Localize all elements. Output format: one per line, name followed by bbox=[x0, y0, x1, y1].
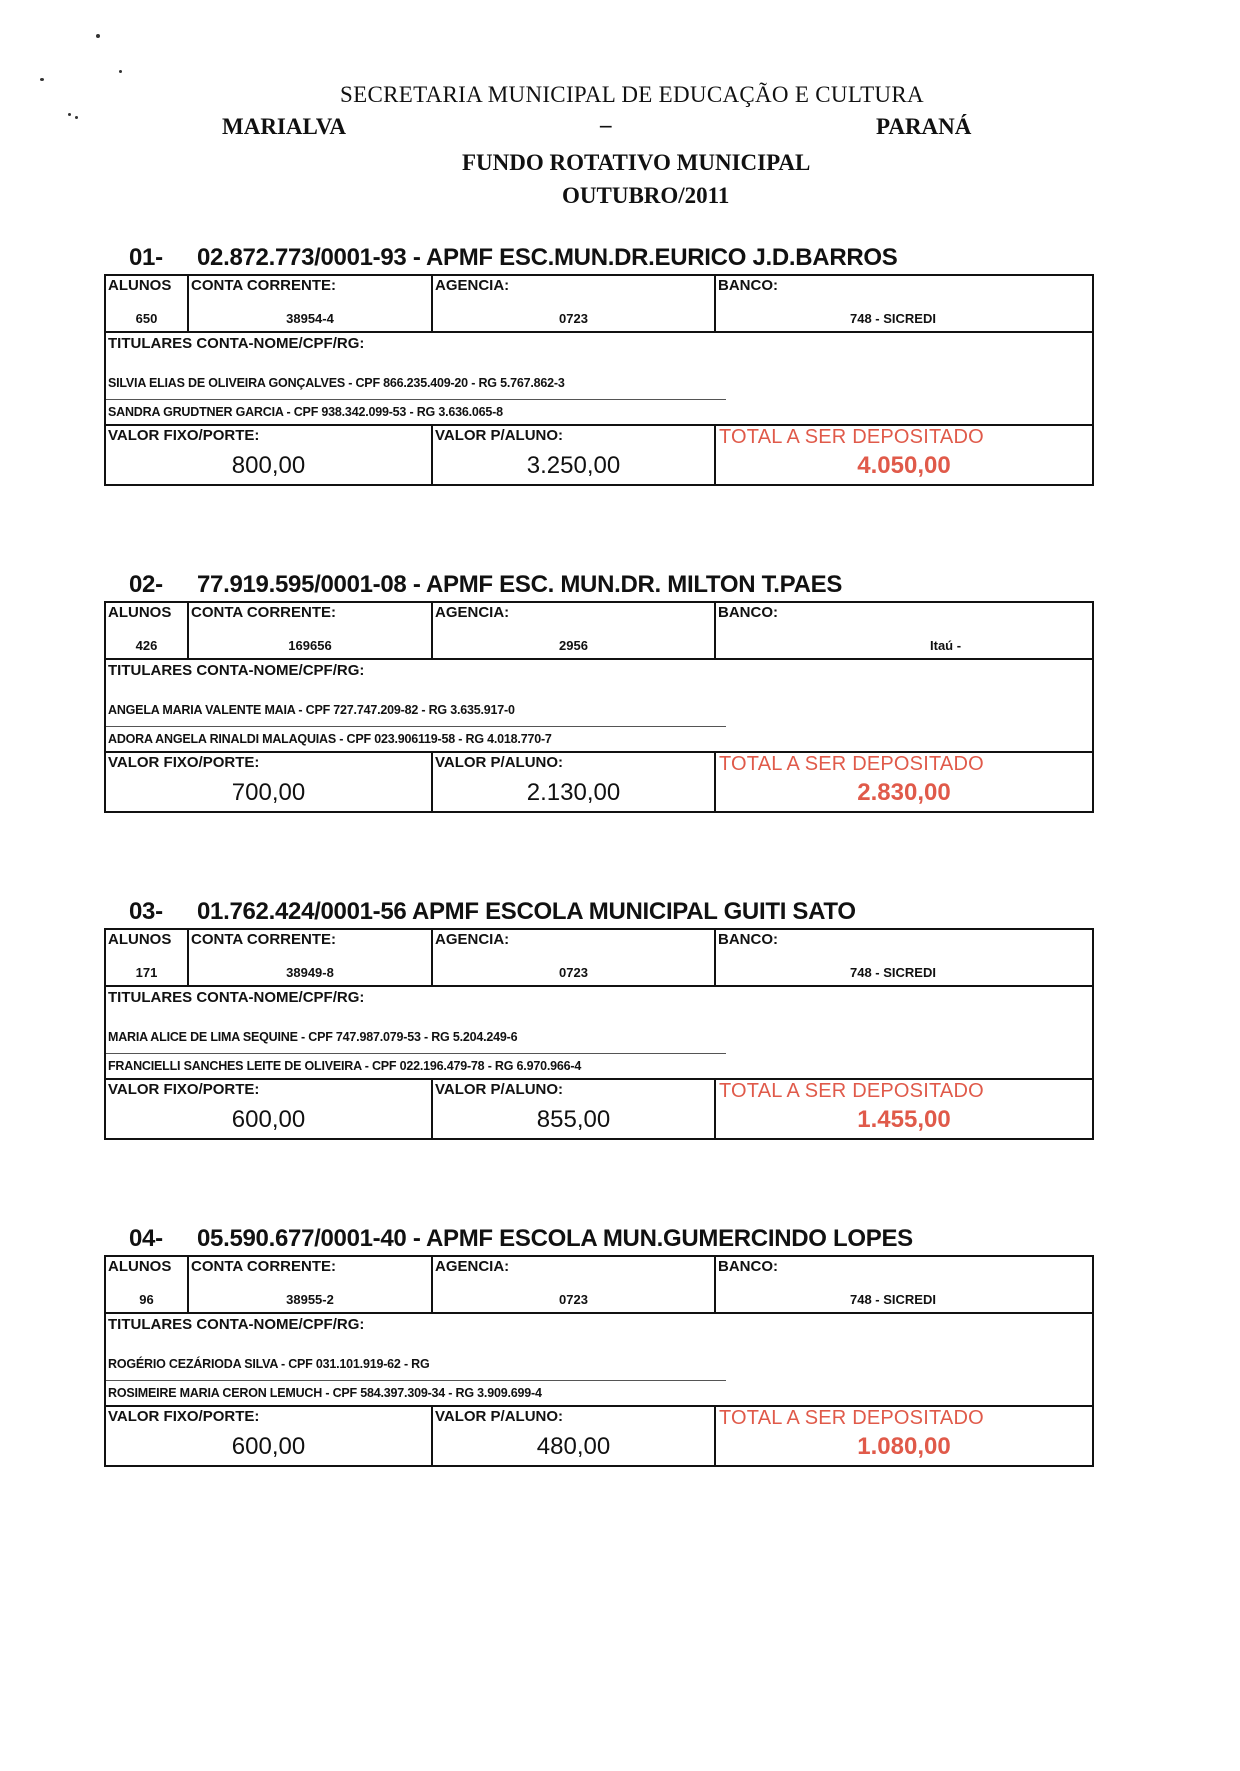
entry-number: 03- bbox=[129, 898, 163, 925]
conta-label: CONTA CORRENTE: bbox=[191, 1258, 336, 1275]
holders-row bbox=[106, 333, 1092, 426]
banco-value: 748 - SICREDI bbox=[850, 1292, 936, 1307]
conta-cell bbox=[189, 930, 433, 985]
fund-title: FUNDO ROTATIVO MUNICIPAL bbox=[462, 150, 811, 175]
holder-1: ANGELA MARIA VALENTE MAIA - CPF 727.747.209-82 - RG 3.635.917-0 bbox=[108, 703, 515, 717]
holder-1: MARIA ALICE DE LIMA SEQUINE - CPF 747.987.079-53 - RG 5.204.249-6 bbox=[108, 1030, 518, 1044]
banco-cell bbox=[716, 603, 1092, 658]
entry-number: 04- bbox=[129, 1225, 163, 1252]
conta-value: 38955-2 bbox=[286, 1292, 334, 1307]
alunos-cell bbox=[106, 930, 189, 985]
holder-2: ADORA ANGELA RINALDI MALAQUIAS - CPF 023.906119-58 - RG 4.018.770-7 bbox=[108, 732, 552, 746]
total-label: TOTAL A SER DEPOSITADO bbox=[719, 753, 984, 775]
alunos-value: 650 bbox=[135, 311, 158, 326]
holder-divider bbox=[106, 1053, 726, 1054]
total-label: TOTAL A SER DEPOSITADO bbox=[719, 1407, 984, 1429]
valor-fixo-label: VALOR FIXO/PORTE: bbox=[108, 427, 260, 444]
scan-speck bbox=[96, 34, 100, 38]
titulares-label: TITULARES CONTA-NOME/CPF/RG: bbox=[108, 989, 365, 1006]
holders-row bbox=[106, 987, 1092, 1080]
entry-title bbox=[129, 244, 897, 272]
banco-cell bbox=[716, 930, 1092, 985]
alunos-label: ALUNOS bbox=[108, 277, 172, 294]
valor-fixo-label: VALOR FIXO/PORTE: bbox=[108, 754, 260, 771]
banco-label: BANCO: bbox=[718, 604, 778, 621]
conta-cell bbox=[189, 603, 433, 658]
total-cell bbox=[716, 1407, 1092, 1465]
total-label: TOTAL A SER DEPOSITADO bbox=[719, 1080, 984, 1102]
holder-2: FRANCIELLI SANCHES LEITE DE OLIVEIRA - CPF 022.196.479-78 - RG 6.970.966-4 bbox=[108, 1059, 582, 1073]
alunos-label: ALUNOS bbox=[108, 931, 172, 948]
valor-fixo-value: 700,00 bbox=[231, 779, 306, 806]
scan-speck bbox=[75, 116, 78, 119]
banco-cell bbox=[716, 276, 1092, 331]
banco-label: BANCO: bbox=[718, 277, 778, 294]
agencia-label: AGENCIA: bbox=[435, 931, 510, 948]
valor-fixo-label: VALOR FIXO/PORTE: bbox=[108, 1408, 260, 1425]
agencia-value: 2956 bbox=[559, 638, 588, 653]
titulares-label: TITULARES CONTA-NOME/CPF/RG: bbox=[108, 1316, 365, 1333]
valor-fixo-cell bbox=[106, 1080, 433, 1138]
valor-aluno-value: 855,00 bbox=[536, 1106, 611, 1133]
agencia-cell bbox=[433, 276, 716, 331]
conta-value: 38954-4 bbox=[286, 311, 334, 326]
titulares-label: TITULARES CONTA-NOME/CPF/RG: bbox=[108, 335, 365, 352]
valor-fixo-cell bbox=[106, 1407, 433, 1465]
values-row bbox=[106, 1407, 1092, 1465]
account-row bbox=[106, 930, 1092, 987]
agencia-cell bbox=[433, 930, 716, 985]
holder-divider bbox=[106, 399, 726, 400]
holder-2: SANDRA GRUDTNER GARCIA - CPF 938.342.099-53 - RG 3.636.065-8 bbox=[108, 405, 503, 419]
holders-row bbox=[106, 1314, 1092, 1407]
banco-value: Itaú - bbox=[930, 638, 962, 653]
valor-fixo-value: 600,00 bbox=[231, 1106, 306, 1133]
valor-aluno-value: 2.130,00 bbox=[526, 779, 621, 806]
values-row bbox=[106, 426, 1092, 484]
total-label: TOTAL A SER DEPOSITADO bbox=[719, 426, 984, 448]
account-row bbox=[106, 603, 1092, 660]
total-value: 2.830,00 bbox=[857, 779, 951, 806]
total-value: 1.455,00 bbox=[857, 1106, 951, 1133]
holder-1: ROGÉRIO CEZÁRIODA SILVA - CPF 031.101.919-62 - RG bbox=[108, 1357, 430, 1371]
month-title: OUTUBRO/2011 bbox=[562, 183, 730, 208]
conta-cell bbox=[189, 276, 433, 331]
entry-table bbox=[104, 1255, 1094, 1467]
conta-label: CONTA CORRENTE: bbox=[191, 604, 336, 621]
banco-value: 748 - SICREDI bbox=[850, 965, 936, 980]
secretaria-title: SECRETARIA MUNICIPAL DE EDUCAÇÃO E CULTURA bbox=[340, 82, 924, 107]
agencia-label: AGENCIA: bbox=[435, 1258, 510, 1275]
account-row bbox=[106, 276, 1092, 333]
scan-speck bbox=[119, 70, 122, 73]
banco-label: BANCO: bbox=[718, 931, 778, 948]
valor-fixo-label: VALOR FIXO/PORTE: bbox=[108, 1081, 260, 1098]
agencia-label: AGENCIA: bbox=[435, 604, 510, 621]
conta-label: CONTA CORRENTE: bbox=[191, 277, 336, 294]
alunos-cell bbox=[106, 276, 189, 331]
valor-aluno-cell bbox=[433, 1407, 716, 1465]
agencia-cell bbox=[433, 1257, 716, 1312]
valor-fixo-cell bbox=[106, 753, 433, 811]
entry-table bbox=[104, 928, 1094, 1140]
alunos-cell bbox=[106, 1257, 189, 1312]
agencia-value: 0723 bbox=[559, 311, 588, 326]
holder-divider bbox=[106, 726, 726, 727]
valor-fixo-cell bbox=[106, 426, 433, 484]
banco-cell bbox=[716, 1257, 1092, 1312]
conta-value: 169656 bbox=[288, 638, 332, 653]
entry-title bbox=[129, 1225, 913, 1253]
total-cell bbox=[716, 426, 1092, 484]
agencia-label: AGENCIA: bbox=[435, 277, 510, 294]
entry-cnpj-name: 02.872.773/0001-93 - APMF ESC.MUN.DR.EURICO J.D.BARROS bbox=[197, 244, 898, 271]
entry-cnpj-name: 01.762.424/0001-56 APMF ESCOLA MUNICIPAL GUITI SATO bbox=[197, 898, 856, 925]
valor-aluno-cell bbox=[433, 1080, 716, 1138]
valor-fixo-value: 800,00 bbox=[231, 452, 306, 479]
valor-aluno-label: VALOR P/ALUNO: bbox=[435, 754, 564, 771]
alunos-value: 171 bbox=[135, 965, 158, 980]
entry-cnpj-name: 05.590.677/0001-40 - APMF ESCOLA MUN.GUMERCINDO LOPES bbox=[197, 1225, 913, 1252]
conta-cell bbox=[189, 1257, 433, 1312]
valor-aluno-label: VALOR P/ALUNO: bbox=[435, 427, 564, 444]
valor-aluno-cell bbox=[433, 426, 716, 484]
header-dash: – bbox=[600, 112, 612, 137]
entry-title bbox=[129, 571, 842, 599]
valor-fixo-value: 600,00 bbox=[231, 1433, 306, 1460]
total-value: 1.080,00 bbox=[857, 1433, 951, 1460]
agencia-cell bbox=[433, 603, 716, 658]
holder-divider bbox=[106, 1380, 726, 1381]
state-name: PARANÁ bbox=[876, 114, 972, 139]
account-row bbox=[106, 1257, 1092, 1314]
banco-value: 748 - SICREDI bbox=[850, 311, 936, 326]
entry-number: 01- bbox=[129, 244, 163, 271]
total-cell bbox=[716, 1080, 1092, 1138]
agencia-value: 0723 bbox=[559, 1292, 588, 1307]
city-name: MARIALVA bbox=[222, 114, 346, 139]
entry-table bbox=[104, 601, 1094, 813]
holder-1: SILVIA ELIAS DE OLIVEIRA GONÇALVES - CPF 866.235.409-20 - RG 5.767.862-3 bbox=[108, 376, 565, 390]
values-row bbox=[106, 1080, 1092, 1138]
entry-title bbox=[129, 898, 856, 926]
banco-label: BANCO: bbox=[718, 1258, 778, 1275]
alunos-value: 426 bbox=[135, 638, 158, 653]
titulares-label: TITULARES CONTA-NOME/CPF/RG: bbox=[108, 662, 365, 679]
entry-table bbox=[104, 274, 1094, 486]
scan-speck bbox=[68, 113, 71, 116]
conta-label: CONTA CORRENTE: bbox=[191, 931, 336, 948]
total-cell bbox=[716, 753, 1092, 811]
holders-row bbox=[106, 660, 1092, 753]
entry-cnpj-name: 77.919.595/0001-08 - APMF ESC. MUN.DR. MILTON T.PAES bbox=[197, 571, 843, 598]
valor-aluno-cell bbox=[433, 753, 716, 811]
conta-value: 38949-8 bbox=[286, 965, 334, 980]
alunos-label: ALUNOS bbox=[108, 1258, 172, 1275]
scan-speck bbox=[40, 78, 44, 81]
valor-aluno-label: VALOR P/ALUNO: bbox=[435, 1408, 564, 1425]
total-value: 4.050,00 bbox=[857, 452, 951, 479]
values-row bbox=[106, 753, 1092, 811]
valor-aluno-value: 480,00 bbox=[536, 1433, 611, 1460]
alunos-cell bbox=[106, 603, 189, 658]
alunos-label: ALUNOS bbox=[108, 604, 172, 621]
agencia-value: 0723 bbox=[559, 965, 588, 980]
valor-aluno-value: 3.250,00 bbox=[526, 452, 621, 479]
holder-2: ROSIMEIRE MARIA CERON LEMUCH - CPF 584.397.309-34 - RG 3.909.699-4 bbox=[108, 1386, 542, 1400]
valor-aluno-label: VALOR P/ALUNO: bbox=[435, 1081, 564, 1098]
entry-number: 02- bbox=[129, 571, 163, 598]
alunos-value: 96 bbox=[139, 1292, 154, 1307]
